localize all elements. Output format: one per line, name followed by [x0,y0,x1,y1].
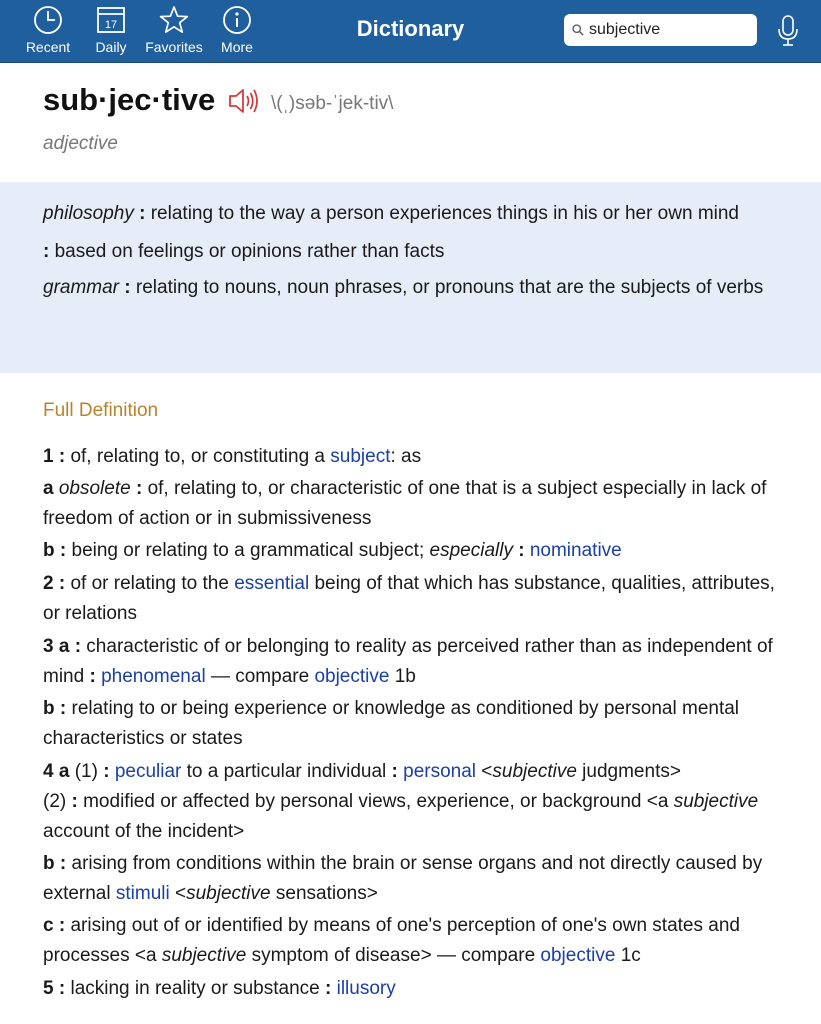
sense-2: 2 : of or relating to the essential being of that which has substance, qualities, attributes, or relations [43,573,775,624]
calendar-icon [96,5,126,35]
search-box[interactable] [564,14,757,46]
top-bar [0,0,821,63]
daily-button[interactable] [75,5,147,55]
link-stimuli[interactable]: stimuli [115,883,170,904]
daily-label: Daily [95,39,127,55]
link-peculiar[interactable]: peculiar [114,761,182,782]
recent-button[interactable] [12,5,84,55]
link-objective[interactable]: objective [540,945,616,966]
full-definition [43,396,788,1006]
sense-3a: 3 a : characteristic of or belonging to reality as perceived rather than as independent of mind : phenomenal — compare objective 1b [43,636,773,687]
sense-1: 1 : of, relating to, or constituting a subject: as [43,446,422,467]
usage-label: philosophy [43,203,134,224]
sense-5: 5 : lacking in reality or substance : illusory [43,978,396,999]
favorites-button[interactable] [138,5,210,55]
summary-definitions [0,182,821,373]
more-label: More [221,39,253,55]
calendar-day: 17 [104,19,118,31]
link-nominative[interactable]: nominative [529,540,622,561]
microphone-icon [777,14,799,48]
more-button[interactable] [201,5,273,55]
summary-definition-3: grammar : relating to nouns, noun phrases, or pronouns that are the subjects of verbs [43,277,764,298]
app-title: Dictionary [356,16,465,41]
summary-definition-1: philosophy : relating to the way a person experiences things in his or her own mind [43,203,740,224]
sense-1a: a obsolete : of, relating to, or characteristic of one that is a subject especially in lack of freedom of action or in submissiveness [43,478,767,529]
usage-label: grammar [43,277,120,298]
speaker-icon [228,86,260,116]
link-objective[interactable]: objective [314,666,390,687]
link-subject[interactable]: subject [330,446,391,467]
link-illusory[interactable]: illusory [336,978,396,999]
link-essential[interactable]: essential [234,573,310,594]
info-icon [222,5,252,35]
sense-1b: b : being or relating to a grammatical subject; especially : nominative [43,540,622,561]
summary-definition-2: : based on feelings or opinions rather than facts [43,241,445,262]
sense-3b: b : relating to or being experience or knowledge as conditioned by personal mental characteristics or states [43,698,740,749]
recent-label: Recent [25,39,71,55]
full-definition-heading: Full Definition [43,400,159,421]
pronunciation: \(ˌ)səb-ˈjek-tiv\ [271,93,394,114]
voice-search-button[interactable] [777,14,799,53]
star-icon [159,5,189,35]
search-icon [572,23,584,37]
headword: sub·jec·tive [43,82,216,117]
pronunciation-audio-button[interactable] [228,86,260,121]
search-input[interactable] [589,21,749,39]
link-phenomenal[interactable]: phenomenal [101,666,206,687]
link-personal[interactable]: personal [403,761,477,782]
clock-icon [33,5,63,35]
sense-4a: 4 a (1) : peculiar to a particular individual : personal <subjective judgments> (2) : modified or affected by personal views, experience, or background <a subjective account of the incident> [43,761,759,842]
sense-4c: c : arising out of or identified by means of one's perception of one's own states and processes <a subjective symptom of disease> — compare objective 1c [43,915,740,966]
part-of-speech: adjective [43,133,118,154]
favorites-label: Favorites [145,39,203,55]
sense-4b: b : arising from conditions within the brain or sense organs and not directly caused by external stimuli <subjective sensations> [43,853,763,904]
